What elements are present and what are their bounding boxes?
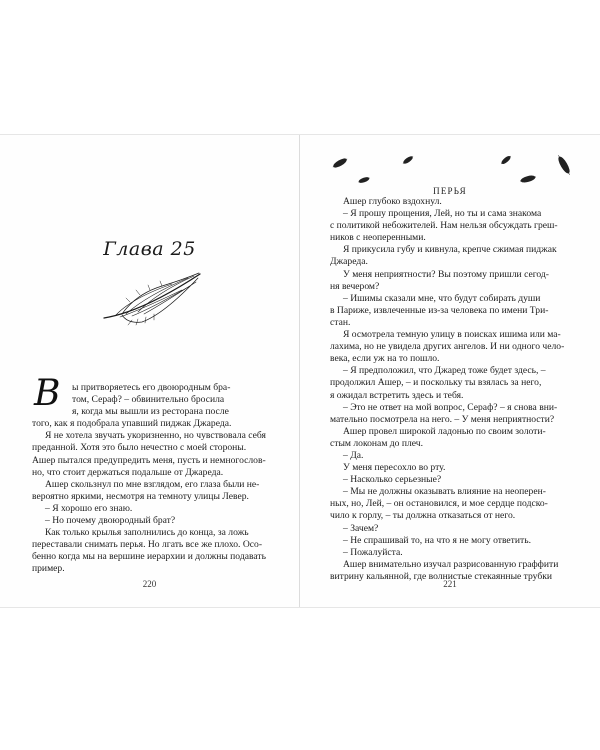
text-line: – Мы не должны оказывать влияние на неоперен-: [343, 486, 546, 498]
book-spread: [0, 134, 600, 608]
feather-icon: [102, 268, 202, 328]
text-line: Ашер провел широкой ладонью по своим золоти-: [343, 425, 546, 437]
text-line: переставали снимать перья. Но лгать все же плохо. Осо-: [32, 539, 263, 551]
text-line: – Не спрашивай то, на что я не могу ответить.: [343, 534, 531, 546]
text-line: Как только крылья заполнились до конца, за ложь: [45, 527, 249, 539]
text-line: в Париже, извлеченные из-за человека по имени Три-: [330, 304, 549, 316]
text-line: – Зачем?: [343, 522, 379, 534]
text-line: я ожидал встретить здесь и тебя.: [330, 389, 464, 401]
text-line: мательно посмотрела на него. – У меня неприятности?: [330, 413, 555, 425]
page-number: 221: [443, 579, 457, 589]
falling-feathers-icon: [320, 147, 582, 191]
text-line: с политикой небожителей. Нам нельзя обсуждать греш-: [330, 220, 558, 232]
text-line: но, что стоит держаться подальше от Джареда.: [32, 466, 224, 478]
text-line: У меня пересохло во рту.: [343, 462, 446, 474]
chapter-title: Глава 25: [103, 238, 196, 260]
text-line: ников с неоперенными.: [330, 232, 426, 244]
text-line: стан.: [330, 316, 351, 328]
text-line: чило к горлу, – ты должна отказаться от него.: [330, 510, 516, 522]
right-page: [300, 135, 600, 607]
text-line: Ашер пытался предупредить меня, пусть и немногослов-: [32, 454, 266, 466]
text-line: ы притворяетесь его двоюродным бра-: [72, 382, 231, 393]
text-line: Ашер скользнул по мне взглядом, его глаза были не-: [45, 478, 260, 490]
text-line: стым локонам до плеч.: [330, 437, 424, 449]
text-line: Джареда.: [330, 256, 368, 268]
text-line: преданной. Хотя это было нечестно с моей стороны.: [32, 442, 247, 454]
text-line: Я прикусила губу и кивнула, крепче сжимая пиджак: [343, 244, 557, 256]
text-line: лахима, но не увидела других ангелов. И ни одного чело-: [330, 341, 565, 353]
text-line: того, как я подобрала упавший пиджак Джареда.: [32, 418, 232, 430]
text-line: бенно когда мы на вершине иерархии и должны подавать: [32, 551, 266, 563]
right-page-text: [330, 196, 580, 583]
text-line: витрину кальянной, где волнистые стекаянные трубки: [330, 570, 552, 582]
left-page-text: [32, 373, 272, 576]
text-line: – Я прошу прощения, Лей, но ты и сама знакома: [343, 208, 542, 220]
text-line: У меня неприятности? Вы поэтому пришли сегод-: [343, 268, 549, 280]
text-line: вероятно яркими, несмотря на темноту улицы Левер.: [32, 490, 249, 502]
text-line: Ашер внимательно изучал разрисованную граффити: [343, 558, 559, 570]
running-head: ПЕРЬЯ: [433, 186, 467, 196]
text-line: Ашер глубоко вздохнул.: [343, 196, 442, 207]
text-line: – Насколько серьезные?: [343, 474, 442, 486]
text-line: Я осмотрела темную улицу в поисках ишима или ма-: [343, 329, 561, 341]
left-page: [0, 135, 299, 607]
text-line: века, если уж на то пошло.: [330, 353, 440, 365]
text-line: том, Сераф? – обвинительно бросила: [72, 394, 225, 406]
page-number: 220: [142, 579, 157, 589]
text-line: Я не хотела звучать укоризненно, но чувствовала себя: [45, 430, 266, 442]
text-line: я, когда мы вышли из ресторана после: [72, 406, 229, 418]
text-line: – Я хорошо его знаю.: [45, 502, 133, 514]
drop-cap: В: [34, 373, 61, 414]
text-line: – Пожалуйста.: [343, 546, 403, 558]
text-line: – Это не ответ на мой вопрос, Сераф? – я снова вни-: [343, 401, 558, 413]
text-line: – Да.: [343, 449, 364, 461]
text-line: – Я предположил, что Джаред тоже будет здесь, –: [343, 365, 546, 377]
text-line: продолжил Ашер, – и поскольку ты взялась за него,: [330, 377, 542, 389]
text-line: ня вечером?: [330, 280, 380, 292]
text-line: – Но почему двоюродный брат?: [45, 515, 176, 527]
text-line: пример.: [32, 563, 65, 575]
text-line: ных, но, Лей, – он остановился, и мое сердце подско-: [330, 498, 548, 510]
text-line: – Ишимы сказали мне, что будут собирать души: [343, 292, 541, 304]
